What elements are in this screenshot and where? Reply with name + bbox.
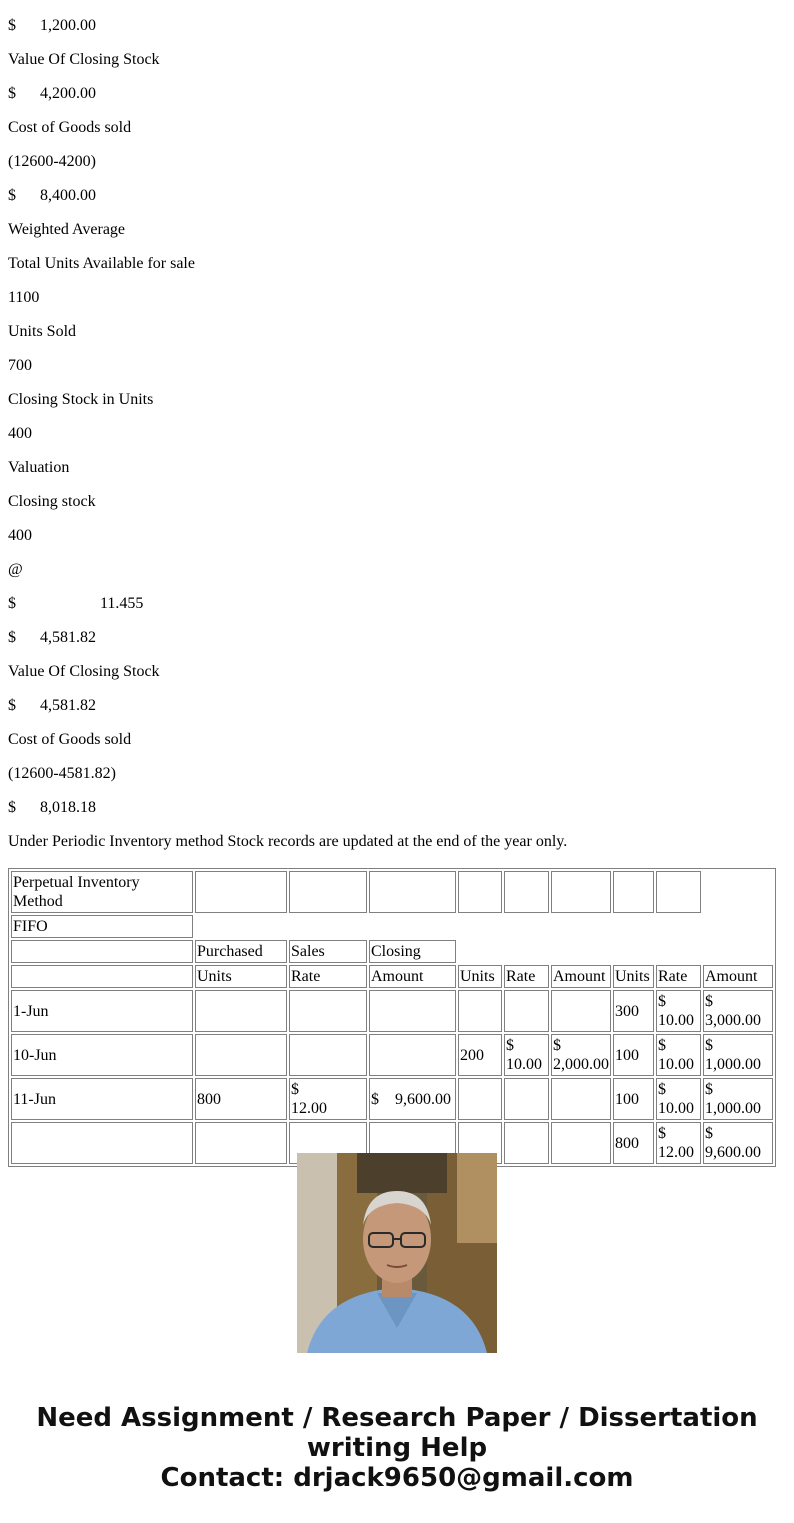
note-line: Under Periodic Inventory method Stock records are updated at the end of the year only. — [8, 833, 568, 850]
header-purchased: Purchased — [195, 940, 287, 963]
table-cell — [289, 1034, 367, 1076]
text-line: 400 — [8, 527, 32, 544]
row-date-cell: 1-Jun — [11, 990, 193, 1032]
table-cell — [195, 1034, 287, 1076]
text-line: 400 — [8, 425, 32, 442]
table-cell: 800 — [195, 1078, 287, 1120]
text-line: (12600-4200) — [8, 153, 96, 170]
table-cell — [551, 990, 611, 1032]
table-cell — [195, 1122, 287, 1164]
amount-line: $ 4,581.82 — [8, 629, 96, 646]
table-cell: $ 12.00 — [656, 1122, 701, 1164]
table-cell — [369, 1034, 456, 1076]
column-header: Amount — [551, 965, 611, 988]
contact-line: Contact: drjack9650@gmail.com — [160, 1463, 634, 1493]
promo-line: writing Help — [306, 1433, 488, 1463]
rate-line: $ 11.455 — [8, 595, 144, 612]
method-label: FIFO — [11, 915, 193, 938]
table-cell — [551, 1078, 611, 1120]
amount-line: $ 1,200.00 — [8, 17, 96, 34]
table-cell — [289, 990, 367, 1032]
perpetual-inventory-table — [8, 868, 776, 1167]
amount-line: $ 4,581.82 — [8, 697, 96, 714]
table-cell: 800 — [613, 1122, 654, 1164]
text-line: Units Sold — [8, 323, 77, 340]
text-line: 1100 — [8, 289, 40, 306]
promo-line: Need Assignment / Research Paper / Dissertation — [36, 1403, 758, 1433]
table-cell: $ 3,000.00 — [703, 990, 773, 1032]
column-header: Rate — [504, 965, 549, 988]
table-cell — [458, 990, 502, 1032]
table-cell — [195, 990, 287, 1032]
table-subheader-row — [11, 965, 773, 988]
amount-line: $ 4,200.00 — [8, 85, 96, 102]
text-line: Closing stock — [8, 493, 96, 510]
table-cell: $ 1,000.00 — [703, 1034, 773, 1076]
column-header: Rate — [289, 965, 367, 988]
column-header: Units — [613, 965, 654, 988]
header-closing: Closing — [369, 940, 456, 963]
promo-footer — [0, 1403, 794, 1493]
text-line: Cost of Goods sold — [8, 731, 132, 748]
table-cell: $ 10.00 — [656, 1078, 701, 1120]
table-cell: 100 — [613, 1078, 654, 1120]
table-cell: 100 — [613, 1034, 654, 1076]
amount-line: $ 8,400.00 — [8, 187, 96, 204]
table-method-row — [11, 915, 773, 938]
text-line: Cost of Goods sold — [8, 119, 132, 136]
table-cell — [504, 1078, 549, 1120]
section-heading: Weighted Average — [8, 221, 126, 238]
text-line: Value Of Closing Stock — [8, 663, 160, 680]
table-cell: $ 2,000.00 — [551, 1034, 611, 1076]
table-cell — [551, 1122, 611, 1164]
table-row — [11, 1078, 773, 1120]
amount-line: $ 8,018.18 — [8, 799, 96, 816]
column-header: Rate — [656, 965, 701, 988]
column-header: Amount — [703, 965, 773, 988]
inventory-table-container — [8, 868, 788, 1161]
table-cell: 300 — [613, 990, 654, 1032]
table-title: Perpetual Inventory Method — [11, 871, 193, 913]
table-cell — [504, 990, 549, 1032]
row-date-cell: 11-Jun — [11, 1078, 193, 1120]
author-photo — [297, 1153, 497, 1353]
text-line: Value Of Closing Stock — [8, 51, 160, 68]
portrait-image — [297, 1153, 497, 1353]
text-line: Closing Stock in Units — [8, 391, 154, 408]
table-body — [11, 990, 773, 1164]
table-cell: $ 10.00 — [504, 1034, 549, 1076]
table-cell: 200 — [458, 1034, 502, 1076]
row-date-cell: 10-Jun — [11, 1034, 193, 1076]
text-line: 700 — [8, 357, 32, 374]
text-line: Valuation — [8, 459, 70, 476]
table-cell — [504, 1122, 549, 1164]
table-cell: $ 10.00 — [656, 1034, 701, 1076]
header-sales: Sales — [289, 940, 367, 963]
table-cell: $ 10.00 — [656, 990, 701, 1032]
table-cell: $ 1,000.00 — [703, 1078, 773, 1120]
row-date-cell — [11, 1122, 193, 1164]
table-title-row — [11, 871, 773, 913]
table-cell — [458, 1078, 502, 1120]
table-cell: $ 9,600.00 — [703, 1122, 773, 1164]
text-line: @ — [8, 561, 23, 578]
text-line: Total Units Available for sale — [8, 255, 195, 272]
table-group-header-row — [11, 940, 773, 963]
table-cell: $ 12.00 — [289, 1078, 367, 1120]
column-header: Units — [458, 965, 502, 988]
text-line: (12600-4581.82) — [8, 765, 116, 782]
table-cell — [369, 990, 456, 1032]
table-row — [11, 990, 773, 1032]
table-cell: $ 9,600.00 — [369, 1078, 456, 1120]
column-header: Amount — [369, 965, 456, 988]
column-header: Units — [195, 965, 287, 988]
solution-text — [8, 16, 788, 866]
table-row — [11, 1034, 773, 1076]
